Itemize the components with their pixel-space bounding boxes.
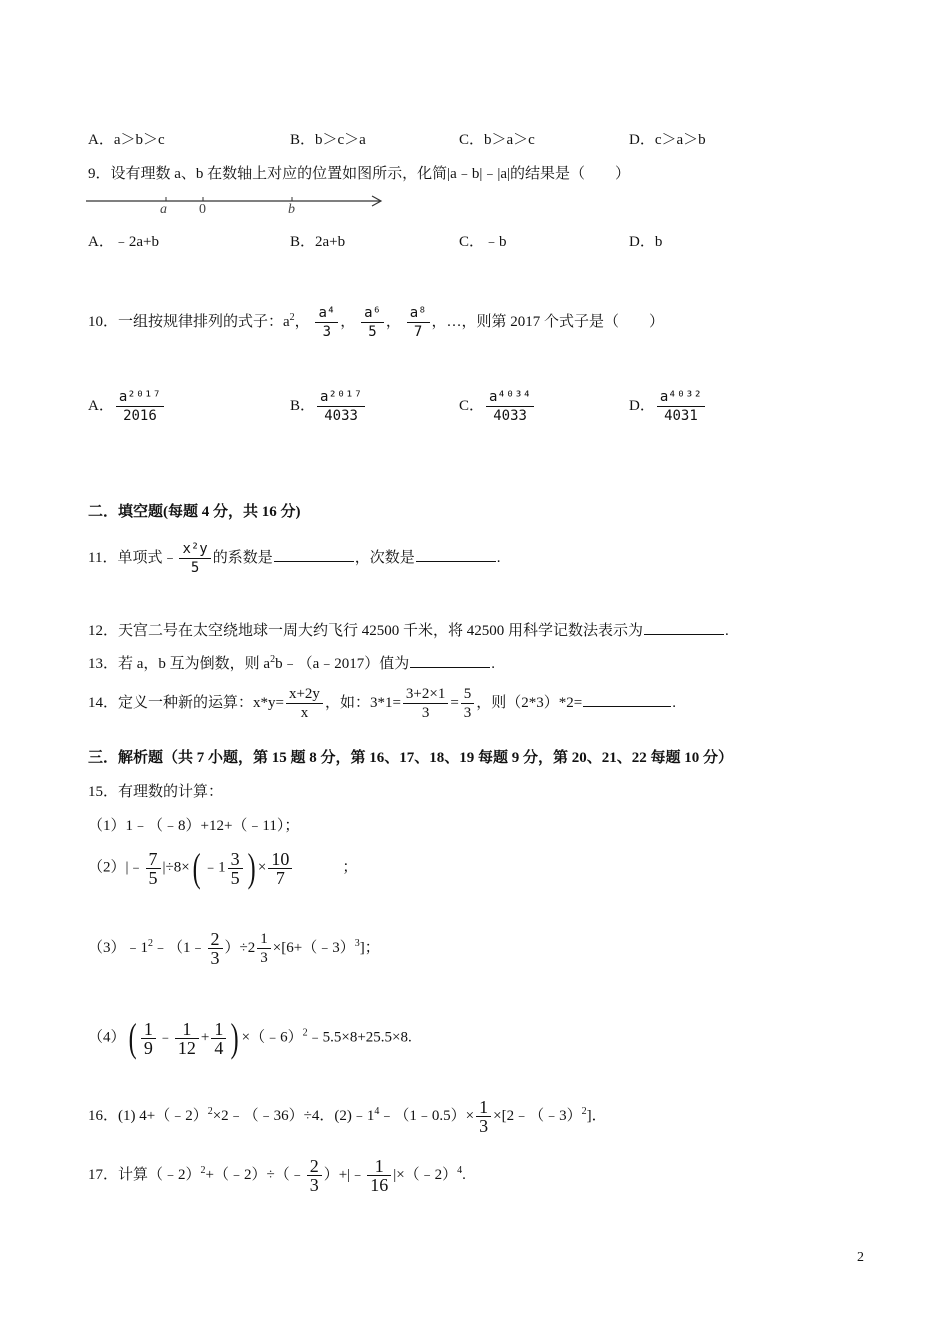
q11-blank-2[interactable] [416, 547, 496, 562]
q10-fraction-1: $\frac{\text{a⁴}}{3}$ [315, 304, 338, 341]
q15-part-2: （2）|﹣ $\frac{7}{5}$ |÷8×( ﹣1 $\frac{3}{5}$ ) × $\frac{10}{7}$ ； [88, 845, 358, 890]
q14-blank[interactable] [583, 692, 671, 707]
q9-stem: 9．设有理数 a、b 在数轴上对应的位置如图所示，化简|a﹣b|﹣|a|的结果是（ ） [88, 166, 630, 182]
q13-blank[interactable] [410, 653, 490, 668]
q11: 11．单项式﹣ $\frac{\text{x²y}}{5}$ 的系数是 ，次数是 . [88, 541, 501, 576]
q15-stem: 15．有理数的计算： [88, 784, 224, 800]
q13: 13．若 a，b 互为倒数，则 $a^2b﹣(a﹣2017)$值为 . [88, 654, 495, 672]
q9-option-b: B．2a+b [290, 234, 346, 250]
axis-label-zero: 0 [199, 202, 206, 217]
number-line-figure [84, 190, 386, 220]
q10-option-b: B． $\frac{\text{a²⁰¹⁷}}{4033}$ [290, 388, 367, 425]
q15-part-4: （4）( $\frac{1}{9}$ ﹣ $\frac{1}{12}$ + $\frac{1}{4}$ ) ×（﹣6）$^2$﹣5.5×8+25.5×8. [88, 1015, 412, 1060]
axis-label-b: b [288, 202, 295, 217]
q16: 16．(1) 4+（﹣2）$^2$×2﹣（﹣36）÷4．$(2)﹣1^4﹣(1﹣0.5)\times$ $\frac{1}{3}$ ×[2﹣（﹣3）$^2$]． [88, 1097, 607, 1136]
q10-option-d: D． $\frac{\text{a⁴⁰³²}}{4031}$ [629, 388, 707, 425]
q8-option-b: B．b＞c＞a [290, 132, 366, 148]
q8-option-a: A．a＞b＞c [88, 132, 165, 148]
axis-label-a: a [160, 202, 167, 217]
q10-stem: 10．一组按规律排列的式子：$a^2$， $\frac{\text{a⁴}}{3}$ ， $\frac{\text{a⁶}}{5}$ ， $\frac{\text{a⁸}}{7}$ ，…，则第 2017 个式子是（ ） [88, 305, 665, 340]
q14: 14．定义一种新的运算：x*y= $\frac{x+2y}{x}$ ，如：3*1= $\frac{3+2\times 1}{3}$ = $\frac{5}{3}$ ，则（2*3）*2= . [88, 686, 677, 721]
q17: 17．计算（﹣2）$^2$+（﹣2）÷（﹣ $\frac{2}{3}$ ）+|﹣ $\frac{1}{16}$ |×（﹣2）$^4$. [88, 1156, 466, 1195]
q9-option-c: C．﹣b [459, 234, 507, 250]
q15-part-3: $(3)﹣1^2﹣(1﹣$ $\frac{2}{3}$ ）÷2 $\frac{1}{3}$ ×[6+（﹣3）$^3$]； [88, 929, 380, 968]
q8-option-d: D．c＞a＞b [629, 132, 706, 148]
q12-blank[interactable] [644, 620, 724, 635]
page-number: 2 [857, 1250, 864, 1265]
q12: 12．天宫二号在太空绕地球一周大约飞行 42500 千米，将 42500 用科学记数法表示为 . [88, 619, 729, 640]
q10-fraction-3: $\frac{\text{a⁸}}{7}$ [407, 304, 430, 341]
section-2-heading: 二．填空题(每题 4 分，共 16 分) [88, 504, 301, 520]
section-3-heading: 三．解析题（共 7 小题，第 15 题 8 分，第 16、17、18、19 每题 9 分，第 20、21、22 每题 10 分） [88, 750, 734, 766]
q9-option-a: A．﹣2a+b [88, 234, 159, 250]
q10-option-a: A． $\frac{\text{a²⁰¹⁷}}{2016}$ [88, 388, 166, 425]
q15-part-1: （1）1﹣（﹣8）+12+（﹣11）； [88, 818, 300, 834]
q10-fraction-2: $\frac{\text{a⁶}}{5}$ [361, 304, 384, 341]
q8-option-c: C．b＞a＞c [459, 132, 535, 148]
q9-option-d: D．b [629, 234, 663, 250]
q10-option-c: C． $\frac{\text{a⁴⁰³⁴}}{4033}$ [459, 388, 536, 425]
q11-blank-1[interactable] [274, 547, 354, 562]
